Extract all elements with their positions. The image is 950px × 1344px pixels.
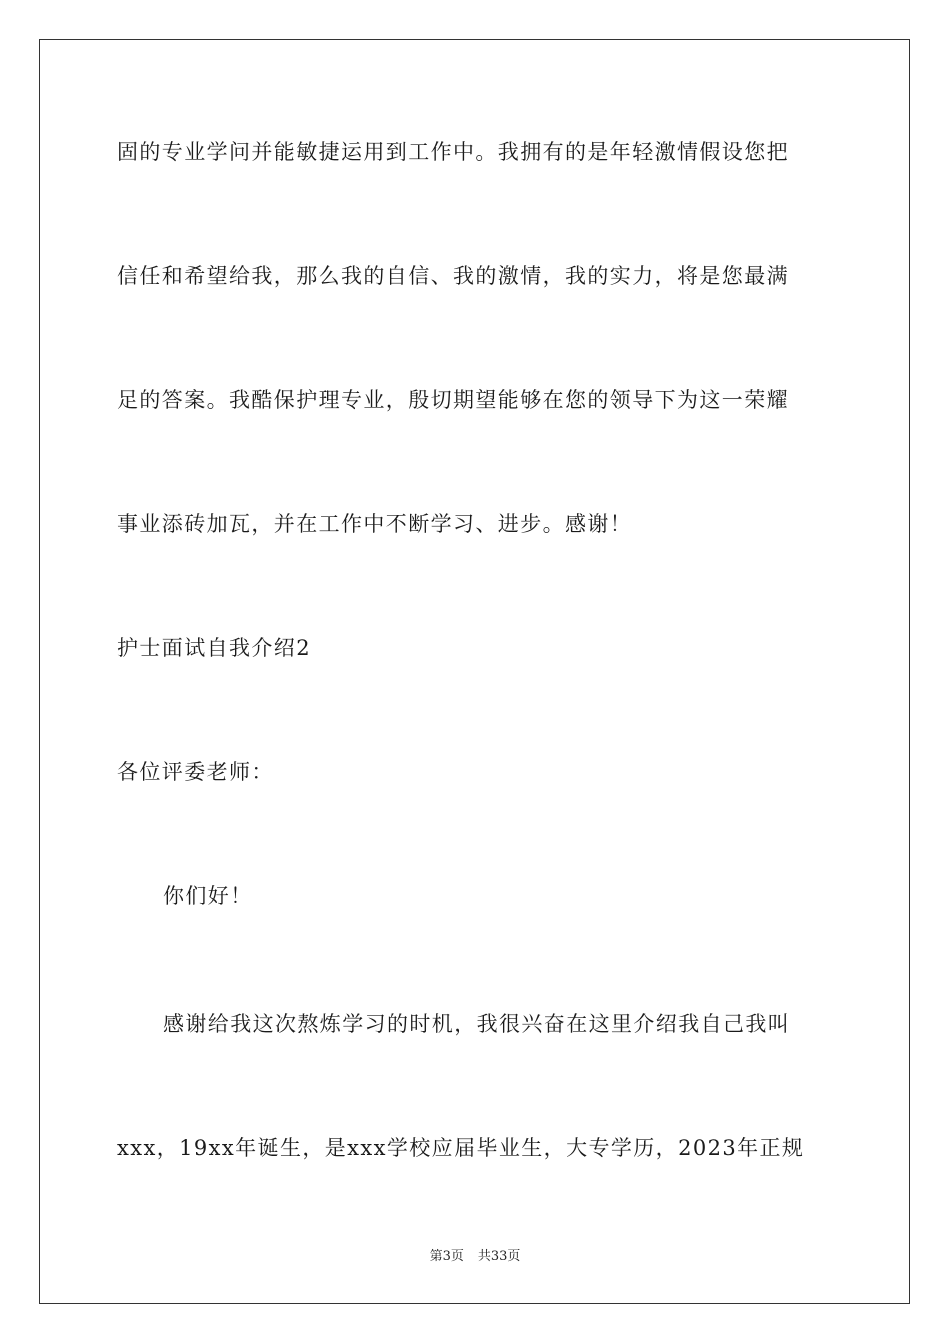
total-pages: 共33页 [477,1249,521,1264]
section-heading: 护士面试自我介绍2 [117,636,311,660]
body-text-line: 事业添砖加瓦，并在工作中不断学习、进步。感谢！ [117,512,633,536]
body-text-line: 固的专业学问并能敏捷运用到工作中。我拥有的是年轻激情假设您把 [117,140,789,164]
page-footer [0,1248,950,1266]
salutation-text: 各位评委老师： [117,760,274,784]
body-text-line: 感谢给我这次熬炼学习的时机，我很兴奋在这里介绍我自己我叫 [163,1012,791,1036]
page-border [39,39,910,1304]
body-text-line: xxx，19xx年诞生，是xxx学校应届毕业生，大专学历，2023年正规 [117,1136,805,1160]
body-text-line: 信任和希望给我，那么我的自信、我的激情，我的实力，将是您最满 [117,264,789,288]
greeting-text: 你们好！ [163,884,253,908]
page-number: 第3页 [429,1249,464,1264]
body-text-line: 足的答案。我酷保护理专业，殷切期望能够在您的领导下为这一荣耀 [117,388,789,412]
